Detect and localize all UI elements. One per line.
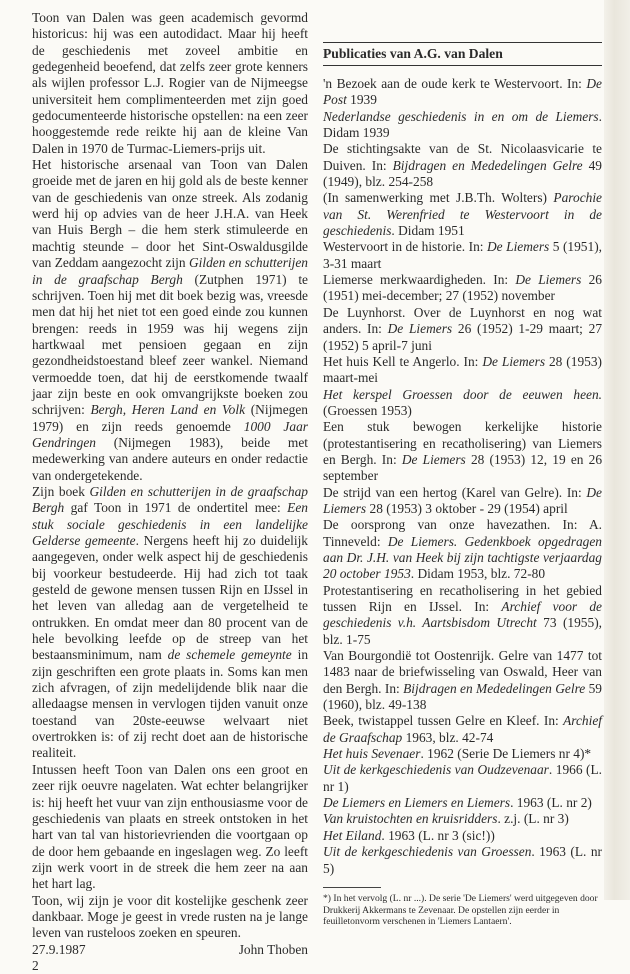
- paragraph: [32, 762, 308, 893]
- date: 27.9.1987: [32, 941, 86, 957]
- publication-entry: [323, 648, 602, 713]
- text-run: Beek, twistappel tussen Gelre en Kleef. In:: [323, 713, 564, 729]
- italic-title: Archief de Graafschap: [323, 713, 602, 745]
- text-run: 49 (1949), blz. 254-258: [323, 157, 603, 190]
- italic-title: De Liemers. Gedenkboek opgedragen aan Dr. J.H. van Heek bij zijn tachtigste verjaardag 20 october 1953: [323, 533, 602, 582]
- italic-title: Uit de kerkgeschiedenis van Oudzevenaar: [323, 762, 549, 778]
- text-run: De stichtingsakte van de St. Nicolaasvicarie te Duiven. In:: [323, 141, 602, 173]
- text-run: 26 (1951) mei-december; 27 (1952) november: [323, 272, 602, 304]
- text-run: (Nijmegen 1983), beide met medewerking van andere auteurs en onder redactie van ondergetekende.: [32, 434, 308, 483]
- publication-entry: [323, 828, 602, 844]
- italic-title: Bijdragen en Mededelingen Gelre: [392, 157, 583, 173]
- publication-entry: [323, 354, 602, 387]
- text-run: Het huis Kell te Angerlo. In:: [323, 353, 483, 369]
- text-run: 28 (1953) 12, 19 en 26 september: [323, 451, 603, 484]
- text-run: Een stuk bewogen kerkelijke historie (protestantisering en recatholisering) van Liemers en Bergh. In:: [323, 419, 602, 467]
- text-run: Protestantisering en recatholisering in het gebied tussen Rijn en IJssel. In:: [323, 582, 602, 614]
- publication-entry: [323, 746, 602, 762]
- italic-title: De Liemers: [515, 272, 582, 288]
- text-run: 5 (1951), 3-31 maart: [323, 239, 603, 271]
- italic-title: Gilden en schutterijen in de graafschap Bergh: [32, 483, 308, 516]
- text-run: Toon van Dalen was geen academisch gevormd historicus: hij was een autodidact. Maar hij heeft de geschiedenis met zoveel ambitie en gedegenheid beoefend, dat zelfs zeer grote kenners als wijlen professor L.J. Rogier van de Nijmeegse universiteit hem complimenteerden met zijn goed gedocumenteerde historische opstellen: na een zeer hooggestemde rede reikte hij aan de kleine Van Dalen in 1970 de Turmac-Liemers-prijs uit.: [32, 10, 308, 156]
- text-run: 'n Bezoek aan de oude kerk te Westervoort. In:: [323, 76, 587, 91]
- italic-title: Bergh, Heren Land en Volk: [90, 402, 246, 418]
- text-run: 28 (1953) maart-mei: [323, 353, 603, 386]
- text-run: gaf Toon in 1971 de ondertitel mee:: [64, 500, 288, 516]
- text-run: . 1962 (Serie De Liemers nr 4)*: [420, 746, 592, 762]
- text-run: 1939: [346, 92, 377, 108]
- italic-title: Archief voor de geschiedenis v.h. Aartsbisdom Utrecht: [323, 599, 603, 631]
- publication-entry: [323, 795, 602, 811]
- text-run: (In samenwerking met J.B.Th. Wolters): [323, 190, 554, 206]
- text-run: 59 (1960), blz. 49-138: [323, 680, 602, 713]
- publication-entry: [323, 844, 602, 877]
- publication-entry: [323, 419, 602, 484]
- publication-entry: [323, 305, 602, 354]
- italic-title: Gilden en schutterijen in de graafschap Bergh: [32, 255, 308, 287]
- text-run: Toon, wij zijn je voor dit kostelijke geschenk zeer dankbaar. Moge je geest in vrede rusten na je lange leven van rusteloos zoeken en speuren.: [32, 892, 308, 941]
- italic-title: de schemele gemeynte: [167, 647, 292, 663]
- publication-entry: [323, 811, 602, 827]
- left-column: [32, 10, 308, 974]
- italic-title: Het Eiland: [323, 827, 382, 843]
- text-run: De strijd van een hertog (Karel van Gelre). In:: [323, 484, 587, 500]
- author: John Thoben: [238, 941, 308, 957]
- italic-title: De Liemers: [401, 451, 466, 467]
- publication-entry: [323, 762, 602, 795]
- text-run: . 1963 (L. nr 2): [510, 795, 592, 811]
- signoff: [32, 942, 308, 958]
- publication-entry: [323, 190, 602, 239]
- text-run: Het historische arsenaal van Toon van Dalen groeide met de jaren en hij gold als de beste kenner van de geschiedenis van onze streek. Als zodanig werd hij op advies van de heer J.H.A. van Heek van Huis Bergh – die hem sterk stimuleerde en machtig steunde – door het Sint-Oswaldusgilde van Zeddam aangezocht zijn: [32, 157, 308, 271]
- publication-entry: [323, 239, 602, 272]
- paragraph: [32, 157, 308, 484]
- italic-title: De Liemers: [487, 239, 550, 255]
- text-run: Westervoort in de historie. In:: [323, 239, 488, 255]
- text-run: Intussen heeft Toon van Dalen ons een groot en zeer rijk oeuvre nagelaten. Wat echter belangrijker is: hij heeft het vuur van zijn enthousiasme voor de geschiedenis van plaats en streek ontstoken in het hart van tal van historievrienden die voortgaan op de door hem gebaande en ingeslagen weg. Zo leeft zijn werk voort in de streek die hem zeer na aan het hart lag.: [32, 761, 308, 892]
- footnote-rule: [323, 887, 381, 888]
- publication-list: [323, 76, 602, 877]
- text-run: 73 (1955), blz. 1-75: [323, 615, 603, 647]
- italic-title: Parochie van St. Werenfried te Westervoort in de geschiedenis: [323, 190, 602, 239]
- italic-title: De Liemers: [323, 484, 602, 516]
- italic-title: Nederlandse geschiedenis in en om de Liemers: [323, 108, 599, 124]
- text-run: (Groessen 1953): [323, 402, 412, 418]
- text-run: . Didam 1951: [391, 223, 465, 239]
- right-column: [323, 42, 602, 928]
- italic-title: Uit de kerkgeschiedenis van Groessen: [323, 844, 532, 860]
- text-run: in zijn geschriften een grote plaats in. Soms kan men zich afvragen, of zijn medelijdende blik naar die alledaagse mensen in vervlogen tijden vanuit onze toestand van 20ste-eeuwse welvaart niet overtrokken is: of zij recht doet aan de historische realiteit.: [32, 647, 309, 761]
- text-run: Zijn boek: [32, 483, 90, 499]
- italic-title: De Liemers: [482, 353, 546, 369]
- article-body: [32, 10, 308, 942]
- publication-entry: [323, 272, 602, 305]
- text-run: Liemerse merkwaardigheden. In:: [323, 272, 516, 288]
- publication-entry: [323, 517, 602, 582]
- text-run: De oorsprong van onze havezathen. In: A. Tinneveld:: [323, 517, 602, 549]
- footnote: *) In het vervolg (L. nr ...). De serie 'De Liemers' werd uitgegeven door Drukkerij Akkermans te Zevenaar. De opstellen zijn eerder in feuilletonvorm verschenen in 'Liemers Lantaern'.: [323, 892, 598, 928]
- text-run: 28 (1953) 3 oktober - 29 (1954) april: [366, 500, 568, 516]
- text-run: . Didam 1953, blz. 72-80: [410, 566, 546, 582]
- publication-entry: [323, 387, 602, 420]
- publication-entry: [323, 713, 602, 746]
- italic-title: Het kerspel Groessen door de eeuwen heen.: [323, 386, 602, 402]
- text-run: (Zutphen 1971) te schrijven. Toen hij met dit boek bezig was, vreesde men dat hij het niet tot een goed einde zou kunnen brengen: reeds in 1959 was hij wegens zijn hartkwaal met pensioen gegaan en zijn gezondheidstoestand bleef zeer wankel. Niemand vermoedde toen, dat hij de eerstkomende twaalf jaar zijn beste en ook omvangrijkste boeken zou schrijven:: [32, 271, 308, 418]
- italic-title: De Liemers: [387, 321, 453, 337]
- italic-title: Van kruistochten en kruisridders: [323, 811, 498, 827]
- italic-title: Bijdragen en Mededelingen Gelre: [403, 680, 586, 696]
- text-run: . 1963 (L. nr 3 (sic!)): [381, 827, 495, 843]
- text-run: De Luynhorst. Over de Luynhorst en nog wat anders. In:: [323, 304, 602, 337]
- publication-entry: [323, 141, 602, 190]
- italic-title: Een stuk sociale geschiedenis in een landelijke Gelderse gemeente: [32, 500, 308, 548]
- italic-title: De Post: [323, 76, 602, 108]
- text-run: 26 (1952) 1-29 maart; 27 (1952) 5 april-7 juni: [323, 321, 603, 353]
- italic-title: De Liemers en Liemers en Liemers: [323, 795, 511, 811]
- page-edge-shadow: [604, 0, 630, 900]
- publication-entry: [323, 76, 602, 109]
- italic-title: Het huis Sevenaer: [323, 746, 421, 762]
- text-run: . Didam 1939: [323, 108, 602, 141]
- paragraph: [32, 10, 308, 157]
- page-number: 2: [32, 957, 39, 973]
- paragraph: [32, 484, 308, 762]
- italic-title: 1000 Jaar Gendringen: [32, 418, 308, 450]
- publication-entry: [323, 583, 602, 648]
- publication-entry: [323, 109, 602, 142]
- text-run: . 1963 (L. nr 5): [323, 844, 602, 876]
- text-run: Van Bourgondië tot Oostenrijk. Gelre van 1477 tot 1483 naar de briefwisseling van Oswald, Heer van den Bergh. In:: [323, 648, 602, 696]
- text-run: . z.j. (L. nr 3): [497, 811, 569, 827]
- heading-bottom-rule: [323, 65, 602, 66]
- text-run: (Nijmegen 1979) en zijn reeds genoemde: [32, 402, 308, 434]
- text-run: 1963, blz. 42-74: [402, 729, 494, 745]
- text-run: . 1966 (L. nr 1): [323, 762, 602, 794]
- text-run: . Nergens heeft hij zo duidelijk aangegeven, onder welk aspect hij de geschiedenis bij voorkeur bestudeerde. Hij had zich tot taak gesteld de gewone mensen tussen Rijn en IJssel in het leven van alledag aan de vergetelheid te ontrukken. En omdat meer dan 80 procent van de hele bevolking leefde op de streep van het bestaansminimum, nam: [32, 533, 308, 663]
- section-heading: Publicaties van A.G. van Dalen: [323, 46, 503, 61]
- publication-entry: [323, 485, 602, 518]
